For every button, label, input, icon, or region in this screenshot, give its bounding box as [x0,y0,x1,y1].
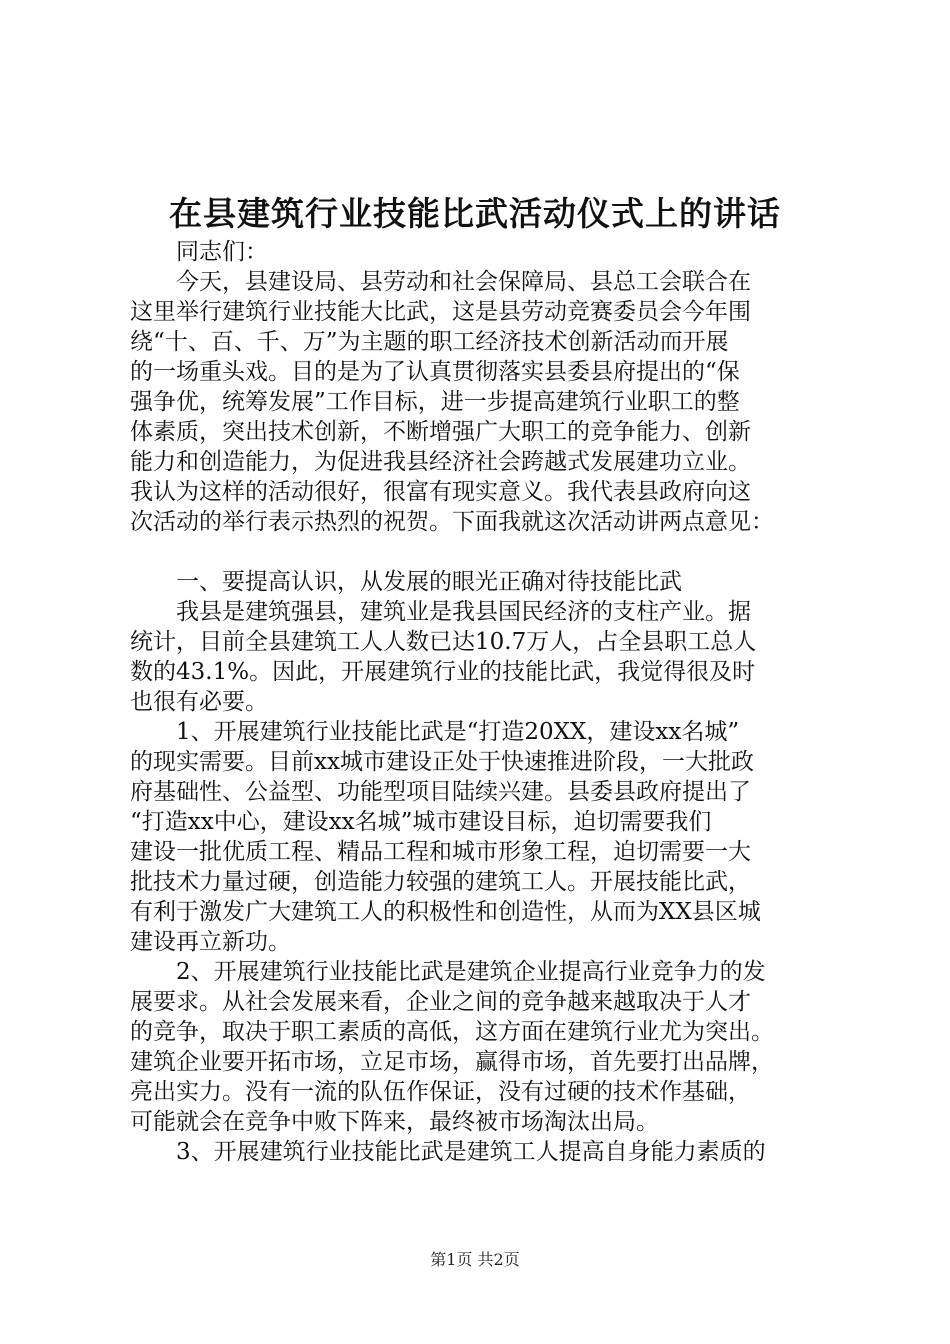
body-line: 2、开展建筑行业技能比武是建筑企业提高行业竞争力的发 [176,959,766,985]
body-line: 数的43.1%。因此，开展建筑行业的技能比武，我觉得很及时 [130,659,756,685]
document-title: 在县建筑行业技能比武活动仪式上的讲话 [169,194,781,233]
paragraph-gap [130,537,842,567]
body-line: 的现实需要。目前xx城市建设正处于快速推进阶段，一大批政 [130,749,754,775]
body-line: 也很有必要。 [130,689,268,715]
body-line: 可能就会在竞争中败下阵来，最终被市场淘汰出局。 [130,1109,659,1135]
page-footer: 第1页 共2页 [430,1250,520,1269]
body-line: 建设一批优质工程、精品工程和城市形象工程，迫切需要一大 [130,839,751,865]
body-line: 绕“十、百、千、万”为主题的职工经济技术创新活动而开展 [130,329,729,355]
body-line: 我认为这样的活动很好，很富有现实意义。我代表县政府向这 [130,479,751,505]
body-line: 有利于激发广大建筑工人的积极性和创造性，从而为XX县区城 [130,899,761,925]
body-line: 1、开展建筑行业技能比武是“打造20XX，建设xx名城” [176,719,740,745]
body-line: 强争优，统筹发展”工作目标，进一步提高建筑行业职工的整 [130,389,740,415]
body-line: 统计，目前全县建筑工人人数已达10.7万人，占全县职工总人 [130,629,757,655]
body-line: 亮出实力。没有一流的队伍作保证，没有过硬的技术作基础， [130,1079,751,1105]
body-line: “打造xx中心，建设xx名城”城市建设目标，迫切需要我们 [130,809,712,835]
body-line: 府基础性、公益型、功能型项目陆续兴建。县委县政府提出了 [130,779,751,805]
body-line: 能力和创造能力，为促进我县经济社会跨越式发展建功立业。 [130,449,751,475]
body-line: 展要求。从社会发展来看，企业之间的竞争越来越取决于人才 [130,989,751,1015]
body-line: 体素质，突出技术创新，不断增强广大职工的竞争能力、创新 [130,419,751,445]
body-line: 的竞争，取决于职工素质的高低，这方面在建筑行业尤为突出。 [130,1019,774,1045]
body-line: 的一场重头戏。目的是为了认真贯彻落实县委县府提出的“保 [130,359,740,385]
body-line: 批技术力量过硬，创造能力较强的建筑工人。开展技能比武， [130,869,751,895]
section-heading: 一、要提高认识，从发展的眼光正确对待技能比武 [176,569,682,595]
body-line: 3、开展建筑行业技能比武是建筑工人提高自身能力素质的 [176,1139,766,1165]
salutation: 同志们： [176,239,268,265]
document-body [130,237,842,1167]
body-line: 建设再立新功。 [130,929,291,955]
body-line: 这里举行建筑行业技能大比武，这是县劳动竞赛委员会今年围 [130,299,751,325]
body-line: 今天，县建设局、县劳动和社会保障局、县总工会联合在 [176,269,751,295]
body-line: 我县是建筑强县，建筑业是我县国民经济的支柱产业。据 [176,599,751,625]
body-line: 建筑企业要开拓市场，立足市场，赢得市场，首先要打出品牌， [130,1049,774,1075]
body-line: 次活动的举行表示热烈的祝贺。下面我就这次活动讲两点意见： [130,509,774,535]
